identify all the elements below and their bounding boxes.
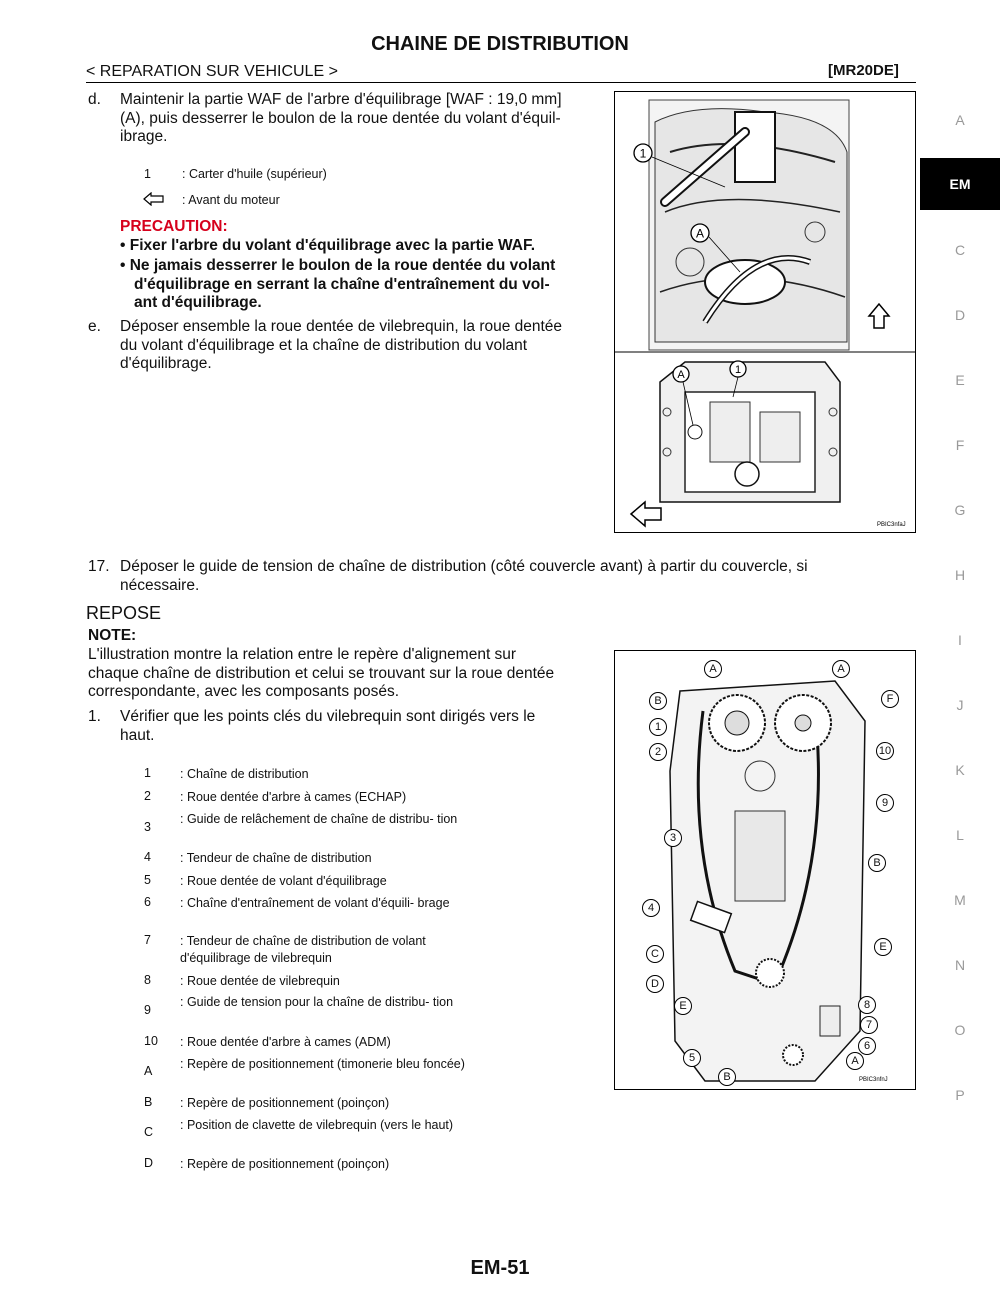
callout-3: 3 bbox=[664, 829, 682, 847]
sidebar-item-o[interactable]: O bbox=[954, 1022, 966, 1038]
callout-9: 9 bbox=[876, 794, 894, 812]
legend-num: 7 bbox=[144, 933, 151, 947]
legend-text: : Roue dentée d'arbre à cames (ECHAP) bbox=[180, 790, 407, 804]
callout-1: 1 bbox=[649, 718, 667, 736]
note-label: NOTE: bbox=[88, 627, 137, 644]
sidebar-item-f[interactable]: F bbox=[955, 437, 965, 453]
callout-4: 4 bbox=[642, 899, 660, 917]
sidebar-item-em-active[interactable]: EM bbox=[920, 158, 1000, 210]
sidebar-item-p[interactable]: P bbox=[955, 1087, 965, 1103]
sidebar-item-g[interactable]: G bbox=[954, 502, 966, 518]
caution-bullet-1: • Fixer l'arbre du volant d'équilibrage avec la partie WAF. bbox=[120, 237, 536, 254]
step-1-text: Vérifier que les points clés du vilebrequin sont dirigés vers le haut. bbox=[120, 708, 536, 744]
callout-5: 5 bbox=[683, 1049, 701, 1067]
callout-B: B bbox=[718, 1068, 736, 1086]
legend-d-num-1: 1 bbox=[144, 167, 151, 181]
sidebar-item-e[interactable]: E bbox=[955, 372, 965, 388]
svg-text:1: 1 bbox=[734, 364, 742, 376]
sidebar-item-m[interactable]: M bbox=[954, 892, 966, 908]
sidebar-item-j[interactable]: J bbox=[956, 697, 964, 713]
legend-text: : Tendeur de chaîne de distribution bbox=[180, 851, 372, 865]
legend-num: A bbox=[144, 1064, 153, 1078]
legend-num: 4 bbox=[144, 850, 151, 864]
front-arrow-icon bbox=[631, 502, 661, 526]
figure-timing-chain bbox=[614, 650, 916, 1090]
callout-8: 8 bbox=[858, 996, 876, 1014]
sidebar-item-l[interactable]: L bbox=[956, 827, 964, 843]
legend-num: 10 bbox=[144, 1034, 158, 1048]
legend-num: 9 bbox=[144, 1003, 151, 1017]
callout-E: E bbox=[874, 938, 892, 956]
legend-text: : Roue dentée d'arbre à cames (ADM) bbox=[180, 1035, 391, 1049]
legend-num: D bbox=[144, 1156, 154, 1170]
svg-text:A: A bbox=[695, 226, 705, 241]
front-arrow-icon bbox=[143, 192, 165, 211]
legend-num: B bbox=[144, 1095, 153, 1109]
up-arrow-icon bbox=[869, 304, 889, 328]
callout-2: 2 bbox=[649, 743, 667, 761]
callout-A: A bbox=[704, 660, 722, 678]
figure-balancer-shaft bbox=[614, 91, 916, 533]
legend-d-text-2: : Avant du moteur bbox=[182, 193, 280, 207]
figure-code: PBIC3nfnJ bbox=[859, 1077, 888, 1083]
callout-B: B bbox=[649, 692, 667, 710]
sidebar-item-i[interactable]: I bbox=[958, 632, 962, 648]
callout-F: F bbox=[881, 690, 899, 708]
callout-E: E bbox=[674, 997, 692, 1015]
legend-text: : Position de clavette de vilebrequin (vers le haut) bbox=[180, 1118, 454, 1132]
legend-num: 5 bbox=[144, 873, 151, 887]
step-17-label: 17. bbox=[88, 558, 110, 575]
figure-code: PBIC3nfaJ bbox=[877, 522, 906, 528]
sidebar-item-d[interactable]: D bbox=[954, 307, 966, 323]
legend-num: 3 bbox=[144, 820, 151, 834]
legend-text: : Roue dentée de vilebrequin bbox=[180, 974, 340, 988]
callout-C: C bbox=[646, 945, 664, 963]
breadcrumb: < REPARATION SUR VEHICULE > bbox=[86, 63, 338, 80]
svg-text:A: A bbox=[677, 369, 685, 381]
callout-10: 10 bbox=[876, 742, 894, 760]
step-d-label: d. bbox=[88, 91, 101, 108]
legend-text: : Chaîne de distribution bbox=[180, 767, 309, 781]
legend-text: : Chaîne d'entraînement de volant d'équili- brage bbox=[180, 896, 450, 910]
legend-num: 2 bbox=[144, 789, 151, 803]
sidebar-item-n[interactable]: N bbox=[954, 957, 966, 973]
legend-text: : Tendeur de chaîne de distribution de volant d'équilibrage de vilebrequin bbox=[180, 934, 426, 965]
callout-A: A bbox=[846, 1052, 864, 1070]
legend-text: : Guide de relâchement de chaîne de distribu- tion bbox=[180, 812, 458, 826]
legend-num: 8 bbox=[144, 973, 151, 987]
legend-d-text-1: : Carter d'huile (supérieur) bbox=[182, 167, 327, 181]
step-1-label: 1. bbox=[88, 708, 101, 725]
callout-D: D bbox=[646, 975, 664, 993]
callout-7: 7 bbox=[860, 1016, 878, 1034]
engine-photo-illustration bbox=[615, 92, 915, 532]
legend-text: : Guide de tension pour la chaîne de distribu- tion bbox=[180, 995, 454, 1009]
page-title: CHAINE DE DISTRIBUTION bbox=[371, 33, 629, 55]
caution-heading: PRECAUTION: bbox=[120, 218, 228, 235]
legend-text: : Roue dentée de volant d'équilibrage bbox=[180, 874, 387, 888]
sidebar-item-k[interactable]: K bbox=[955, 762, 965, 778]
legend-num: 1 bbox=[144, 766, 151, 780]
legend-num: C bbox=[144, 1125, 154, 1139]
callout-A: A bbox=[832, 660, 850, 678]
sidebar-item-h[interactable]: H bbox=[954, 567, 966, 583]
sidebar-item-c[interactable]: C bbox=[954, 242, 966, 258]
legend-num: 6 bbox=[144, 895, 151, 909]
callout-6: 6 bbox=[858, 1037, 876, 1055]
page-number: EM-51 bbox=[470, 1257, 530, 1279]
svg-text:1: 1 bbox=[639, 146, 647, 161]
engine-model: [MR20DE] bbox=[828, 62, 899, 79]
legend-text: : Repère de positionnement (timonerie bleu foncée) bbox=[180, 1057, 465, 1071]
header-rule bbox=[86, 82, 916, 83]
legend-text: : Repère de positionnement (poinçon) bbox=[180, 1096, 390, 1110]
caution-bullet-2: • Ne jamais desserrer le boulon de la roue dentée du volant d'équilibrage en serrant la chaîne d'entraînement du vol- ant d'équilibrage. bbox=[120, 257, 556, 311]
step-17-text: Déposer le guide de tension de chaîne de distribution (côté couvercle avant) à partir du couvercle, si nécessaire. bbox=[120, 558, 808, 594]
sidebar-item-a[interactable]: A bbox=[955, 112, 965, 128]
step-e-label: e. bbox=[88, 318, 101, 335]
callout-B: B bbox=[868, 854, 886, 872]
note-text: L'illustration montre la relation entre le repère d'alignement sur chaque chaîne de distribution et celui se trouvant sur la roue dentée correspondante, avec les composants posés. bbox=[88, 646, 555, 700]
repose-heading: REPOSE bbox=[86, 603, 162, 623]
legend-text: : Repère de positionnement (poinçon) bbox=[180, 1157, 390, 1171]
step-e-text: Déposer ensemble la roue dentée de vilebrequin, la roue dentée du volant d'équilibrage et la chaîne de distribution du volant d'équilibrage. bbox=[120, 318, 563, 372]
step-d-text: Maintenir la partie WAF de l'arbre d'équilibrage [WAF : 19,0 mm] (A), puis desserrer le boulon de la roue dentée du volant d'équil- ibrage. bbox=[120, 91, 562, 145]
